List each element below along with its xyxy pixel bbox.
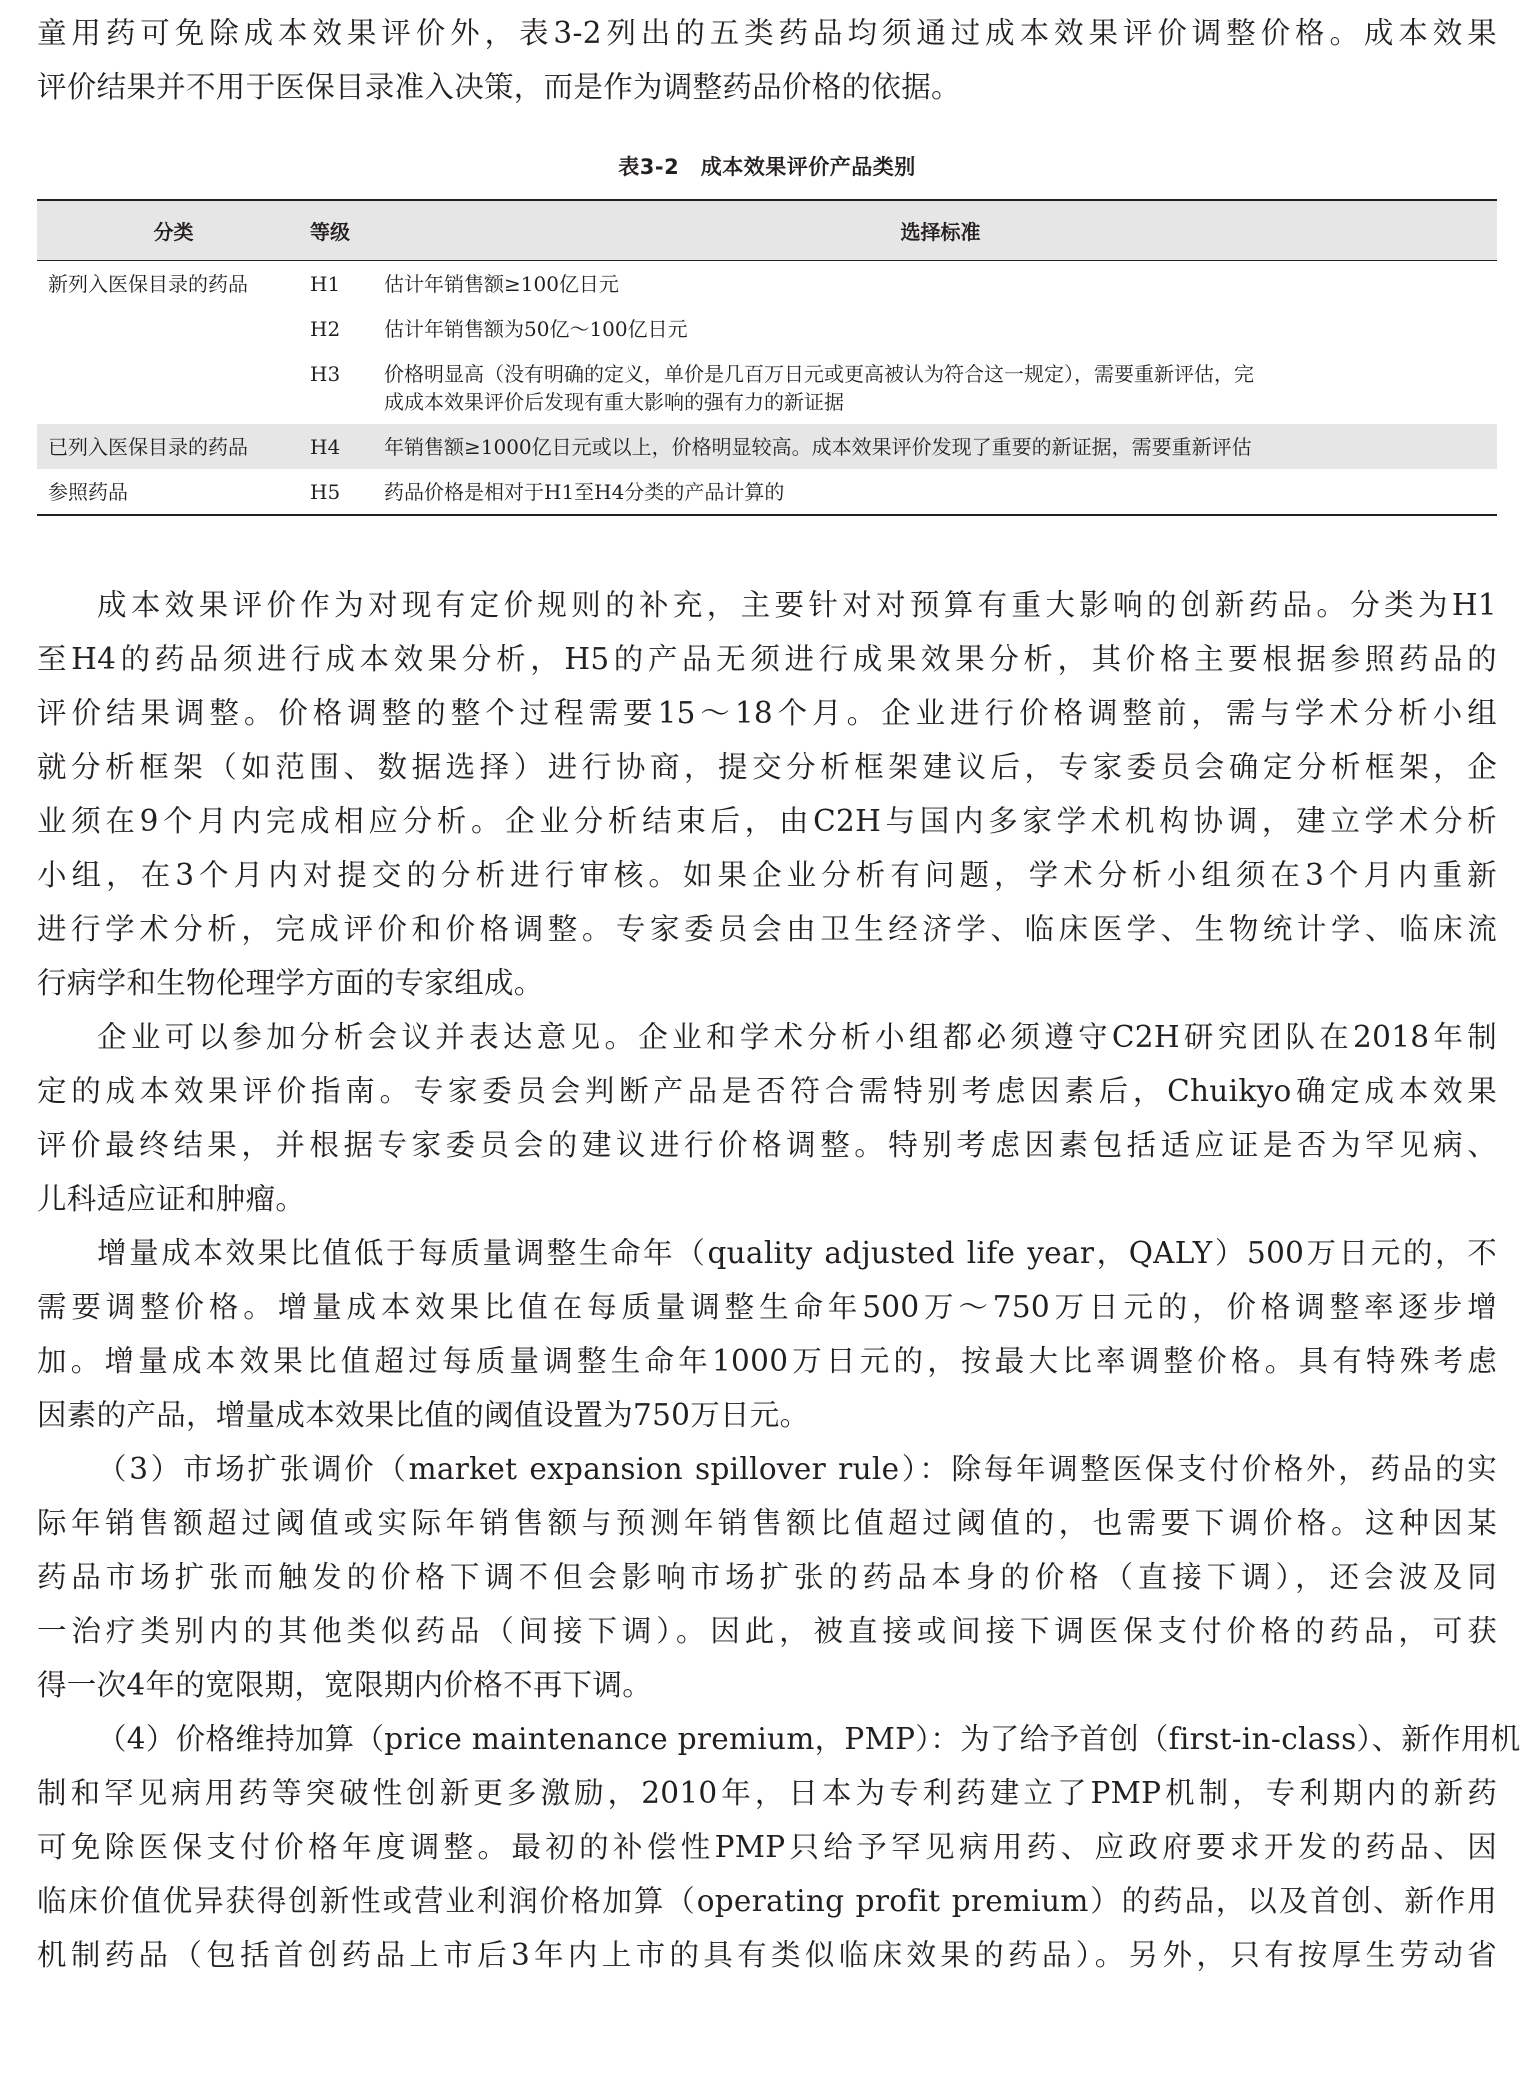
text-line: 进行学术分析，完成评价和价格调整。专家委员会由卫生经济学、临床医学、生物统计学、临床流 — [37, 912, 1497, 946]
table-row — [37, 306, 1497, 351]
text-line: 需要调整价格。增量成本效果比值在每质量调整生命年500万～750万日元的，价格调整率逐步增 — [37, 1290, 1497, 1324]
text-line: 定的成本效果评价指南。专家委员会判断产品是否符合需特别考虑因素后，Chuikyo确定成本效果 — [37, 1074, 1497, 1108]
paragraph — [37, 1442, 1497, 1712]
text-line: 评价结果调整。价格调整的整个过程需要15～18个月。企业进行价格调整前，需与学术分析小组 — [37, 696, 1497, 730]
text-line: 因素的产品，增量成本效果比值的阈值设置为750万日元。 — [37, 1398, 810, 1432]
text-line: 增量成本效果比值低于每质量调整生命年（quality adjusted life year，QALY）500万日元的，不 — [97, 1236, 1497, 1270]
intro-paragraph — [37, 6, 1497, 114]
cell-level: H1 — [310, 272, 341, 296]
cell-level: H5 — [310, 480, 341, 504]
header-criteria: 选择标准 — [384, 200, 1497, 261]
text-line: 机制药品（包括首创药品上市后3年内上市的具有类似临床效果的药品）。另外，只有按厚生劳动省 — [37, 1938, 1497, 1972]
text-line: 药品市场扩张而触发的价格下调不但会影响市场扩张的药品本身的价格（直接下调），还会波及同 — [37, 1560, 1497, 1594]
paragraph — [37, 1010, 1497, 1226]
cell-criteria: 年销售额≥1000亿日元或以上，价格明显较高。成本效果评价发现了重要的新证据，需要重新评估 — [384, 424, 1497, 469]
text-line: 成本效果评价作为对现有定价规则的补充，主要针对对预算有重大影响的创新药品。分类为H1 — [97, 588, 1497, 622]
text-line: 一治疗类别内的其他类似药品（间接下调）。因此，被直接或间接下调医保支付价格的药品，可获 — [37, 1614, 1497, 1648]
table-row — [37, 351, 1497, 424]
header-level: 等级 — [310, 200, 384, 261]
cell-category: 新列入医保目录的药品 — [48, 272, 248, 296]
text-line: （4）价格维持加算（price maintenance premium，PMP）：为了给予首创（first-in-class）、新作用机 — [97, 1722, 1521, 1756]
criteria-line: 价格明显高（没有明确的定义，单价是几百万日元或更高被认为符合这一规定），需要重新评估，完 — [384, 362, 1254, 386]
text-line: 制和罕见病用药等突破性创新更多激励，2010年，日本为专利药建立了PMP机制，专利期内的新药 — [37, 1776, 1497, 1810]
table-row — [37, 424, 1497, 469]
text-line: 业须在9个月内完成相应分析。企业分析结束后，由C2H与国内多家学术机构协调，建立学术分析 — [37, 804, 1497, 838]
text-line: 际年销售额超过阈值或实际年销售额与预测年销售额比值超过阈值的，也需要下调价格。这种因某 — [37, 1506, 1497, 1540]
body-text — [37, 578, 1521, 1982]
cell-level: H2 — [310, 317, 341, 341]
cell-criteria: 估计年销售额≥100亿日元 — [384, 272, 619, 296]
cell-criteria: 估计年销售额为50亿～100亿日元 — [384, 317, 688, 341]
cell-criteria: 药品价格是相对于H1至H4分类的产品计算的 — [384, 480, 785, 504]
text-line: 评价最终结果，并根据专家委员会的建议进行价格调整。特别考虑因素包括适应证是否为罕见病、 — [37, 1128, 1497, 1162]
cell-level: H3 — [310, 362, 341, 386]
header-category: 分类 — [37, 200, 310, 261]
table-header-row — [37, 200, 1497, 261]
text-line: 可免除医保支付价格年度调整。最初的补偿性PMP只给予罕见病用药、应政府要求开发的药品、因 — [37, 1830, 1497, 1864]
cell-criteria — [384, 351, 1497, 424]
text-line: 至H4的药品须进行成本效果分析，H5的产品无须进行成果效果分析，其价格主要根据参照药品的 — [37, 642, 1497, 676]
text-line: 加。增量成本效果比值超过每质量调整生命年1000万日元的，按最大比率调整价格。具有特殊考虑 — [37, 1344, 1497, 1378]
text-line: 童用药可免除成本效果评价外，表3-2列出的五类药品均须通过成本效果评价调整价格。成本效果 — [37, 16, 1497, 50]
cell-category — [37, 306, 310, 351]
paragraph — [37, 1712, 1521, 1982]
text-line: 临床价值优异获得创新性或营业利润价格加算（operating profit premium）的药品，以及首创、新作用 — [37, 1884, 1497, 1918]
cell-category: 已列入医保目录的药品 — [37, 424, 310, 469]
cell-category: 参照药品 — [48, 480, 128, 504]
cost-effectiveness-table — [37, 199, 1497, 516]
text-line: 小组，在3个月内对提交的分析进行审核。如果企业分析有问题，学术分析小组须在3个月内重新 — [37, 858, 1497, 892]
text-line: （3）市场扩张调价（market expansion spillover rule）：除每年调整医保支付价格外，药品的实 — [97, 1452, 1497, 1486]
text-line: 就分析框架（如范围、数据选择）进行协商，提交分析框架建议后，专家委员会确定分析框架，企 — [37, 750, 1497, 784]
table-row — [37, 261, 1497, 307]
text-line: 企业可以参加分析会议并表达意见。企业和学术分析小组都必须遵守C2H研究团队在2018年制 — [97, 1020, 1497, 1054]
table-row — [37, 469, 1497, 515]
criteria-line: 成成本效果评价后发现有重大影响的强有力的新证据 — [384, 390, 844, 414]
table-title: 表3-2 成本效果评价产品类别 — [618, 155, 916, 179]
cell-category — [37, 351, 310, 424]
text-line: 儿科适应证和肿瘤。 — [37, 1182, 306, 1216]
cell-level: H4 — [310, 424, 384, 469]
text-line: 评价结果并不用于医保目录准入决策，而是作为调整药品价格的依据。 — [37, 70, 961, 104]
text-line: 得一次4年的宽限期，宽限期内价格不再下调。 — [37, 1668, 653, 1702]
text-line: 行病学和生物伦理学方面的专家组成。 — [37, 966, 544, 1000]
paragraph — [37, 578, 1497, 1010]
paragraph — [37, 1226, 1497, 1442]
